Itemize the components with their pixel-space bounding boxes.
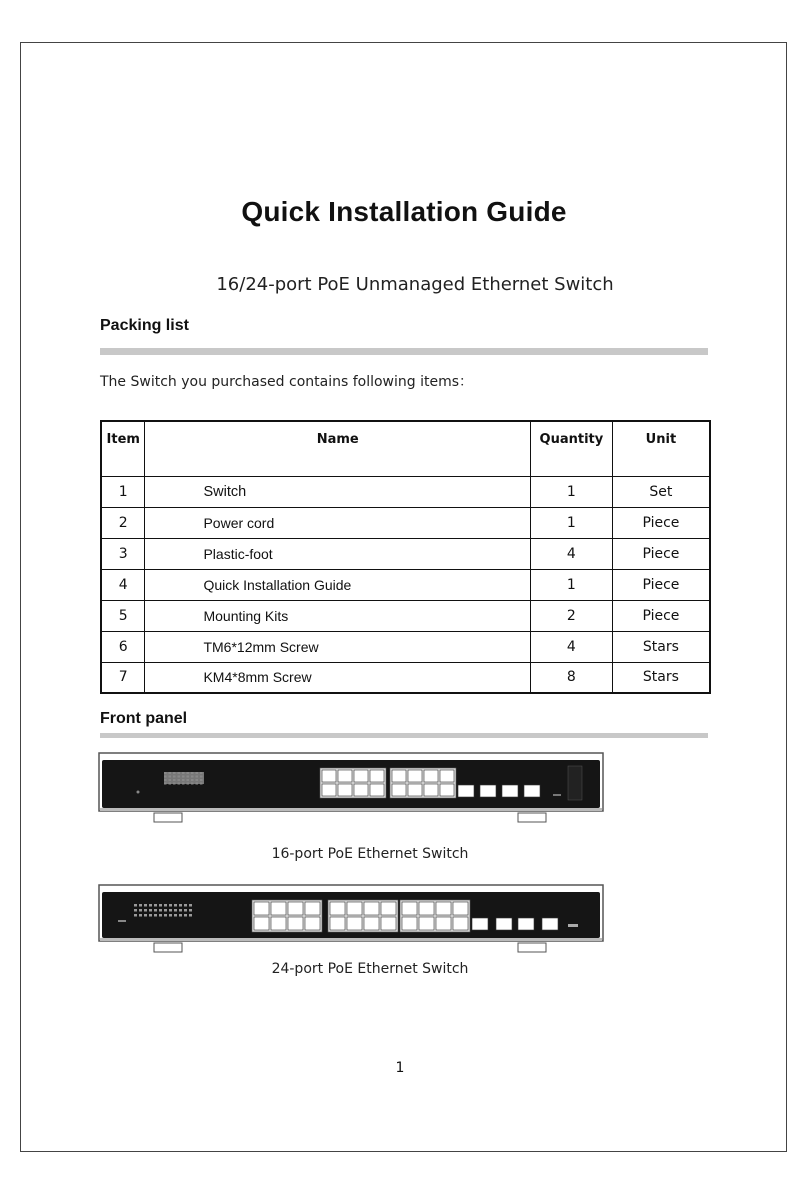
switch-detail (179, 904, 182, 907)
switch-detail (347, 902, 362, 915)
section-divider (100, 733, 708, 738)
cell-item: 3 (101, 538, 145, 569)
switch-detail (174, 909, 177, 912)
switch-detail (182, 783, 185, 785)
figure-caption-24-port: 24-port PoE Ethernet Switch (271, 961, 469, 977)
cell-item: 4 (101, 569, 145, 600)
cell-item: 2 (101, 507, 145, 538)
switch-detail (139, 904, 142, 907)
switch-detail (196, 776, 199, 778)
switch-detail (191, 783, 194, 785)
switch-detail (419, 902, 434, 915)
switch-detail (191, 776, 194, 778)
switch-detail (149, 909, 152, 912)
switch-detail (154, 914, 157, 917)
switch-detail (496, 918, 512, 930)
switch-detail (196, 783, 199, 785)
switch-detail (436, 917, 451, 930)
table-row (101, 631, 710, 662)
switch-detail (169, 779, 172, 781)
switch-detail (169, 914, 172, 917)
switch-24-port-illustration (98, 884, 606, 956)
switch-detail (370, 784, 384, 796)
switch-detail (174, 914, 177, 917)
switch-detail (330, 917, 345, 930)
switch-detail (187, 779, 190, 781)
cell-unit: Piece (612, 600, 710, 631)
cell-quantity: 1 (530, 507, 612, 538)
switch-detail (288, 917, 303, 930)
cell-unit: Piece (612, 507, 710, 538)
switch-detail (189, 904, 192, 907)
switch-16-port-illustration (98, 752, 606, 826)
cell-name: TM6*12mm Screw (145, 631, 530, 662)
switch-detail (196, 779, 199, 781)
table-row (101, 538, 710, 569)
section-heading-front-panel: Front panel (100, 710, 188, 727)
switch-detail (134, 914, 137, 917)
switch-detail (196, 772, 199, 774)
switch-detail (173, 779, 176, 781)
switch-detail (305, 917, 320, 930)
switch-detail (144, 904, 147, 907)
switch-detail (159, 909, 162, 912)
cell-name: Plastic-foot (145, 538, 530, 569)
switch-detail (408, 784, 422, 796)
switch-detail (354, 784, 368, 796)
switch-detail (169, 783, 172, 785)
switch-detail (164, 776, 167, 778)
switch-detail (169, 904, 172, 907)
page-subtitle: 16/24-port PoE Unmanaged Ethernet Switch (216, 274, 614, 295)
table-row (101, 600, 710, 631)
switch-detail (322, 784, 336, 796)
switch-detail (524, 785, 540, 797)
switch-detail (402, 902, 417, 915)
switch-detail (440, 770, 454, 782)
switch-detail (149, 904, 152, 907)
switch-detail (200, 783, 203, 785)
switch-detail (164, 909, 167, 912)
switch-detail (189, 914, 192, 917)
switch-detail (200, 779, 203, 781)
col-header-unit: Unit (612, 421, 710, 476)
switch-detail (288, 902, 303, 915)
switch-detail (164, 904, 167, 907)
page-title: Quick Installation Guide (241, 196, 567, 227)
switch-detail (364, 902, 379, 915)
switch-detail (381, 917, 396, 930)
switch-detail (179, 909, 182, 912)
switch-detail (184, 904, 187, 907)
switch-detail (179, 914, 182, 917)
switch-detail (271, 917, 286, 930)
switch-detail (159, 904, 162, 907)
cell-item: 5 (101, 600, 145, 631)
switch-detail (159, 914, 162, 917)
col-header-quantity: Quantity (530, 421, 612, 476)
cell-name: KM4*8mm Screw (145, 662, 530, 693)
cell-name: Switch (145, 476, 530, 507)
switch-detail (184, 909, 187, 912)
switch-detail (330, 902, 345, 915)
switch-detail (164, 779, 167, 781)
switch-detail (144, 914, 147, 917)
switch-detail (173, 772, 176, 774)
cell-quantity: 4 (530, 538, 612, 569)
switch-detail (134, 909, 137, 912)
switch-detail (164, 772, 167, 774)
switch-detail (440, 784, 454, 796)
switch-detail (169, 772, 172, 774)
switch-detail (322, 770, 336, 782)
section-divider (100, 348, 708, 355)
switch-detail (370, 770, 384, 782)
cell-item: 6 (101, 631, 145, 662)
switch-detail (187, 783, 190, 785)
switch-detail (173, 783, 176, 785)
cell-quantity: 4 (530, 631, 612, 662)
switch-detail (164, 914, 167, 917)
switch-detail (458, 785, 474, 797)
cell-name: Mounting Kits (145, 600, 530, 631)
switch-detail (187, 772, 190, 774)
table-row (101, 569, 710, 600)
switch-detail (174, 904, 177, 907)
switch-detail (169, 909, 172, 912)
switch-detail (254, 917, 269, 930)
switch-detail (178, 772, 181, 774)
switch-detail (305, 902, 320, 915)
switch-detail (134, 904, 137, 907)
switch-detail (144, 909, 147, 912)
switch-detail (392, 770, 406, 782)
switch-detail (542, 918, 558, 930)
switch-detail (436, 902, 451, 915)
switch-detail (472, 918, 488, 930)
switch-detail (178, 776, 181, 778)
switch-detail (164, 783, 167, 785)
switch-detail (271, 902, 286, 915)
table-row (101, 662, 710, 693)
switch-detail (419, 917, 434, 930)
cell-name: Quick Installation Guide (145, 569, 530, 600)
switch-detail (347, 917, 362, 930)
switch-detail (182, 779, 185, 781)
switch-detail (364, 917, 379, 930)
switch-detail (149, 914, 152, 917)
switch-detail (191, 779, 194, 781)
switch-detail (154, 904, 157, 907)
intro-text: The Switch you purchased contains following items： (100, 374, 474, 390)
switch-detail (200, 776, 203, 778)
cell-item: 1 (101, 476, 145, 507)
switch-detail (424, 770, 438, 782)
packing-list-table (100, 420, 711, 694)
switch-detail (338, 770, 352, 782)
cell-unit: Stars (612, 662, 710, 693)
cell-unit: Set (612, 476, 710, 507)
cell-quantity: 2 (530, 600, 612, 631)
switch-detail (392, 784, 406, 796)
switch-detail (184, 914, 187, 917)
switch-detail (169, 776, 172, 778)
switch-detail (502, 785, 518, 797)
switch-detail (178, 783, 181, 785)
switch-detail (424, 784, 438, 796)
switch-detail (191, 772, 194, 774)
switch-detail (354, 770, 368, 782)
cell-unit: Piece (612, 569, 710, 600)
switch-detail (480, 785, 496, 797)
switch-detail (182, 776, 185, 778)
cell-unit: Stars (612, 631, 710, 662)
col-header-item: Item (101, 421, 145, 476)
table-row (101, 507, 710, 538)
switch-detail (187, 776, 190, 778)
section-heading-packing-list: Packing list (100, 317, 189, 334)
switch-detail (139, 909, 142, 912)
switch-detail (178, 779, 181, 781)
cell-quantity: 8 (530, 662, 612, 693)
switch-detail (173, 776, 176, 778)
switch-detail (408, 770, 422, 782)
switch-detail (453, 917, 468, 930)
cell-quantity: 1 (530, 569, 612, 600)
cell-name: Power cord (145, 507, 530, 538)
col-header-name: Name (145, 421, 530, 476)
switch-detail (200, 772, 203, 774)
switch-detail (154, 909, 157, 912)
figure-caption-16-port: 16-port PoE Ethernet Switch (271, 846, 469, 862)
switch-detail (402, 917, 417, 930)
switch-detail (381, 902, 396, 915)
cell-unit: Piece (612, 538, 710, 569)
switch-detail (453, 902, 468, 915)
table-header-row (101, 421, 710, 476)
cell-item: 7 (101, 662, 145, 693)
table-row (101, 476, 710, 507)
switch-detail (139, 914, 142, 917)
switch-detail (182, 772, 185, 774)
switch-detail (338, 784, 352, 796)
switch-detail (518, 918, 534, 930)
switch-detail (254, 902, 269, 915)
page-number: 1 (395, 1060, 405, 1076)
switch-detail (189, 909, 192, 912)
cell-quantity: 1 (530, 476, 612, 507)
